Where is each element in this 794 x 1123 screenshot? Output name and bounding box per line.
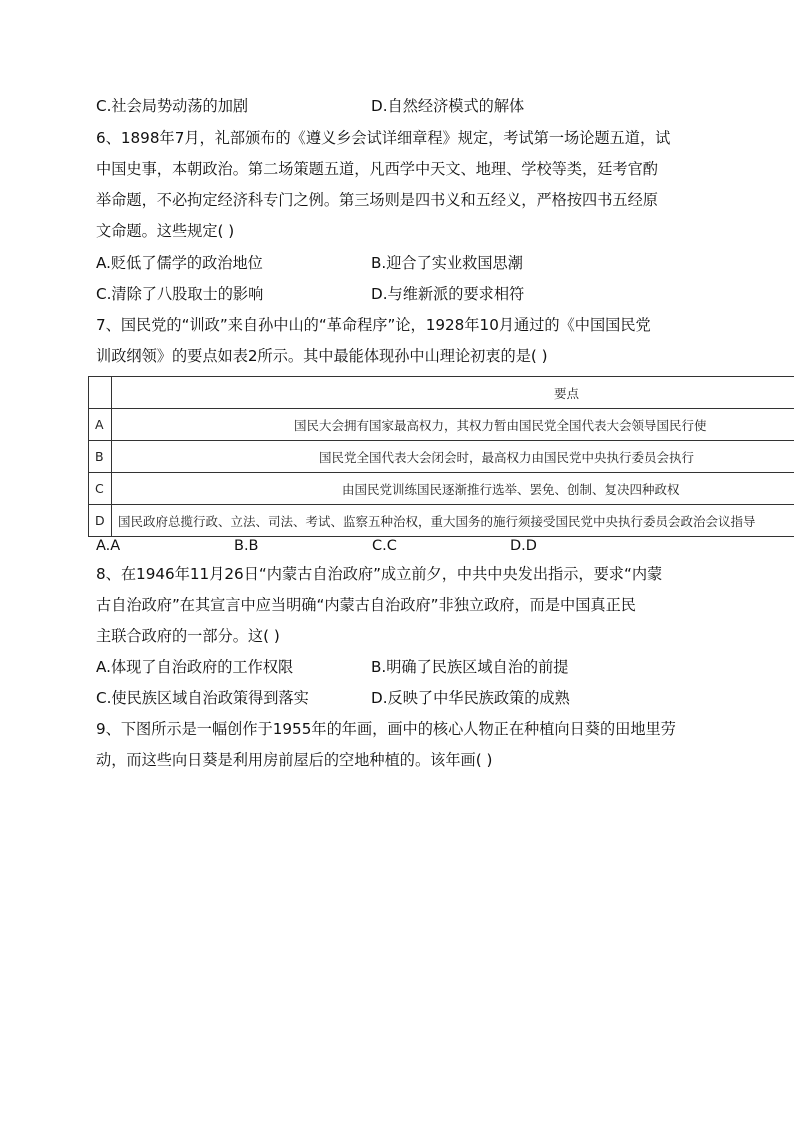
q8-option-c: C.使民族区域自治政策得到落实 xyxy=(96,689,309,707)
table-header-row xyxy=(89,377,794,409)
q6-option-d: D.与维新派的要求相符 xyxy=(371,285,525,303)
q7-stem-line-1: 7、国民党的“训政”来自孙中山的“革命程序”论，1928年10月通过的《中国国民党 xyxy=(96,316,651,334)
row-label: C xyxy=(89,473,112,505)
q8-stem-line-3: 主联合政府的一部分。这( ) xyxy=(96,627,280,645)
q7-stem-line-2: 训政纲领》的要点如表2所示。其中最能体现孙中山理论初衷的是( ) xyxy=(96,347,548,365)
q6-option-c: C.清除了八股取士的影响 xyxy=(96,285,264,303)
q8-option-a: A.体现了自治政府的工作权限 xyxy=(96,658,294,676)
q9-stem-line-1: 9、下图所示是一幅创作于1955年的年画，画中的核心人物正在种植向日葵的田地里劳 xyxy=(96,720,676,738)
q6-stem-line-2: 中国史事，本朝政治。第二场策题五道，凡西学中天文、地理、学校等类，廷考官酌 xyxy=(96,160,658,178)
q6-stem-line-4: 文命题。这些规定( ) xyxy=(96,222,235,240)
q7-answer-d: D.D xyxy=(510,538,537,554)
q7-answer-b: B.B xyxy=(234,538,259,554)
q8-stem-line-1: 8、在1946年11月26日“内蒙古自治政府”成立前夕，中共中央发出指示，要求“内蒙 xyxy=(96,565,663,583)
q8-option-b: B.明确了民族区域自治的前提 xyxy=(371,658,569,676)
q6-stem-line-1: 6、1898年7月，礼部颁布的《遵义乡会试详细章程》规定，考试第一场论题五道，试 xyxy=(96,129,671,147)
q7-answer-a: A.A xyxy=(96,538,121,554)
row-label: D xyxy=(89,505,112,537)
row-label: A xyxy=(89,409,112,441)
q6-option-b: B.迎合了实业救国思潮 xyxy=(371,254,523,272)
table-header-label-cell xyxy=(89,377,112,409)
q6-option-a: A.贬低了儒学的政治地位 xyxy=(96,254,263,272)
row-text: 国民大会拥有国家最高权力，其权力暂由国民党全国代表大会领导国民行使 xyxy=(112,409,794,441)
table-row xyxy=(89,505,794,537)
table-row xyxy=(89,473,794,505)
key-points-table xyxy=(88,376,794,537)
row-text: 国民政府总揽行政、立法、司法、考试、监察五种治权，重大国务的施行须接受国民党中央执行委员会政治会议指导 xyxy=(112,505,794,537)
q7-answer-c: C.C xyxy=(372,538,397,554)
row-label: B xyxy=(89,441,112,473)
row-text: 国民党全国代表大会闭会时，最高权力由国民党中央执行委员会执行 xyxy=(112,441,794,473)
q8-option-d: D.反映了中华民族政策的成熟 xyxy=(371,689,570,707)
table-header-cell: 要点 xyxy=(112,377,794,409)
q6-stem-line-3: 举命题，不必拘定经济科专门之例。第三场则是四书义和五经义，严格按四书五经原 xyxy=(96,191,658,209)
q5-option-c: C.社会局势动荡的加剧 xyxy=(96,97,249,115)
table-row xyxy=(89,409,794,441)
q8-stem-line-2: 古自治政府”在其宣言中应当明确“内蒙古自治政府”非独立政府，而是中国真正民 xyxy=(96,596,636,614)
row-text: 由国民党训练国民逐渐推行选举、罢免、创制、复决四种政权 xyxy=(112,473,794,505)
q9-stem-line-2: 动，而这些向日葵是利用房前屋后的空地种植的。该年画( ) xyxy=(96,751,493,769)
q5-option-d: D.自然经济模式的解体 xyxy=(371,97,525,115)
table-row xyxy=(89,441,794,473)
